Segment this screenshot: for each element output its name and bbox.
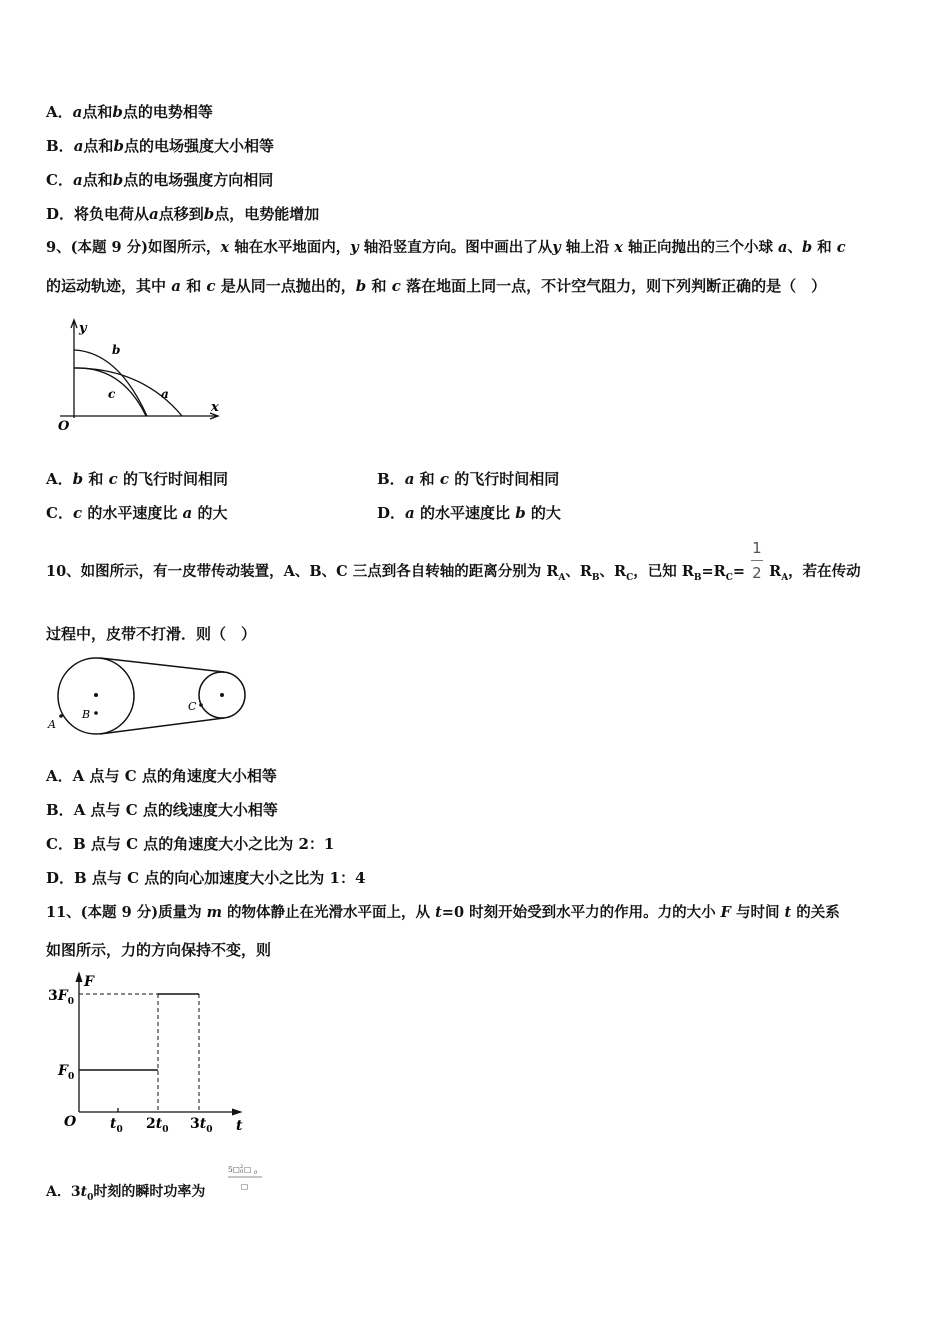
q11-tick-label-3f0: $3F_0$ bbox=[48, 988, 74, 1007]
q10-option-b: B．A 点与 C 点的线速度大小相等 bbox=[46, 801, 278, 819]
q11-label-t: t bbox=[236, 1118, 243, 1134]
q11-tick-label-t0: $t_0$ bbox=[110, 1116, 123, 1135]
q9-option-d: D．a 的水平速度比 b 的大 bbox=[377, 504, 561, 522]
q10-label-c: C bbox=[188, 700, 197, 713]
q9-trajectory-figure bbox=[50, 314, 230, 434]
svg-text:□: □ bbox=[241, 1182, 249, 1191]
q10-point-c bbox=[199, 703, 203, 707]
q11-tick-label-3t0: $3t_0$ bbox=[190, 1116, 213, 1135]
svg-text:0: 0 bbox=[254, 1170, 258, 1176]
q10-belt-figure bbox=[44, 656, 254, 740]
q10-small-axis bbox=[220, 693, 224, 697]
q11-stem-line1: 11、(本题 9 分)质量为 m 的物体静止在光滑水平面上，从 t=0 时刻开始受到水平力的作用。力的大小 F 与时间 t 的关系 bbox=[46, 904, 840, 921]
q10-option-c: C．B 点与 C 点的角速度大小之比为 2：1 bbox=[46, 835, 335, 853]
q9-stem-line1: 9、(本题 9 分)如图所示，x 轴在水平地面内，y 轴沿竖直方向。图中画出了从y 轴上沿 x 轴正向抛出的三个小球 a、b 和 c bbox=[46, 239, 846, 256]
q8-option-b: B．a点和b点的电场强度大小相等 bbox=[46, 137, 274, 155]
q10-point-b bbox=[94, 711, 98, 715]
q9-label-a: a bbox=[161, 387, 169, 401]
svg-text:2: 2 bbox=[240, 1164, 244, 1170]
q10-option-d: D．B 点与 C 点的向心加速度大小之比为 1：4 bbox=[46, 869, 366, 887]
svg-text:0: 0 bbox=[240, 1169, 244, 1175]
q11-f-arrow bbox=[76, 973, 82, 982]
q9-option-a: A．b 和 c 的飞行时间相同 bbox=[46, 470, 228, 488]
q11-tick-label-f0: $F_0$ bbox=[58, 1063, 75, 1082]
q9-curve-b bbox=[74, 350, 147, 416]
svg-text:□: □ bbox=[244, 1165, 252, 1174]
q10-big-axis bbox=[94, 693, 98, 697]
q9-label-c: c bbox=[108, 387, 116, 401]
q11-label-f: F bbox=[84, 974, 94, 990]
q10-point-a bbox=[59, 714, 63, 718]
q10-label-b: B bbox=[82, 708, 91, 721]
q10-stem-line1: 10、如图所示，有一皮带传动装置，A、B、C 三点到各自转轴的距离分别为 $R_A$、$R_B$、$R_C$，已知 $R_B=R_C=$ $\frac{1}{2}$ $R_A$，若在传动 bbox=[46, 539, 861, 583]
q9-option-b: B．a 和 c 的飞行时间相同 bbox=[377, 470, 560, 488]
q9-label-b: b bbox=[112, 343, 121, 357]
q11-option-a-formula-image bbox=[226, 1160, 266, 1198]
q11-stem-line2: 如图所示，力的方向保持不变，则 bbox=[46, 941, 272, 959]
q11-label-o: O bbox=[64, 1114, 77, 1130]
q9-stem-line2: 的运动轨迹，其中 a 和 c 是从同一点抛出的，b 和 c 落在地面上同一点，不计空气阻力，则下列判断正确的是（ ） bbox=[46, 277, 827, 295]
q9-label-y: y bbox=[79, 321, 87, 336]
q10-fraction: $\frac{1}{2}$ bbox=[752, 539, 762, 582]
q11-option-a: A．$3t_0$时刻的瞬时功率为 bbox=[46, 1184, 206, 1203]
q9-option-c: C．c 的水平速度比 a 的大 bbox=[46, 504, 228, 522]
q8-option-d: D．将负电荷从a点移到b点，电势能增加 bbox=[46, 205, 320, 223]
q10-label-a: A bbox=[48, 718, 56, 731]
q11-tick-label-2t0: $2t_0$ bbox=[146, 1116, 169, 1135]
svg-text:5□: 5□ bbox=[228, 1165, 240, 1174]
q8-option-a: A．a点和b点的电势相等 bbox=[46, 103, 213, 121]
q11-t-arrow bbox=[232, 1109, 241, 1115]
q9-label-x: x bbox=[211, 400, 219, 415]
q11-force-time-graph bbox=[44, 968, 254, 1140]
q10-stem-line2: 过程中，皮带不打滑．则（ ） bbox=[46, 625, 257, 643]
q10-option-a: A．A 点与 C 点的角速度大小相等 bbox=[46, 767, 277, 785]
q8-option-c: C．a点和b点的电场强度方向相同 bbox=[46, 171, 274, 189]
q9-label-o: O bbox=[58, 419, 70, 434]
